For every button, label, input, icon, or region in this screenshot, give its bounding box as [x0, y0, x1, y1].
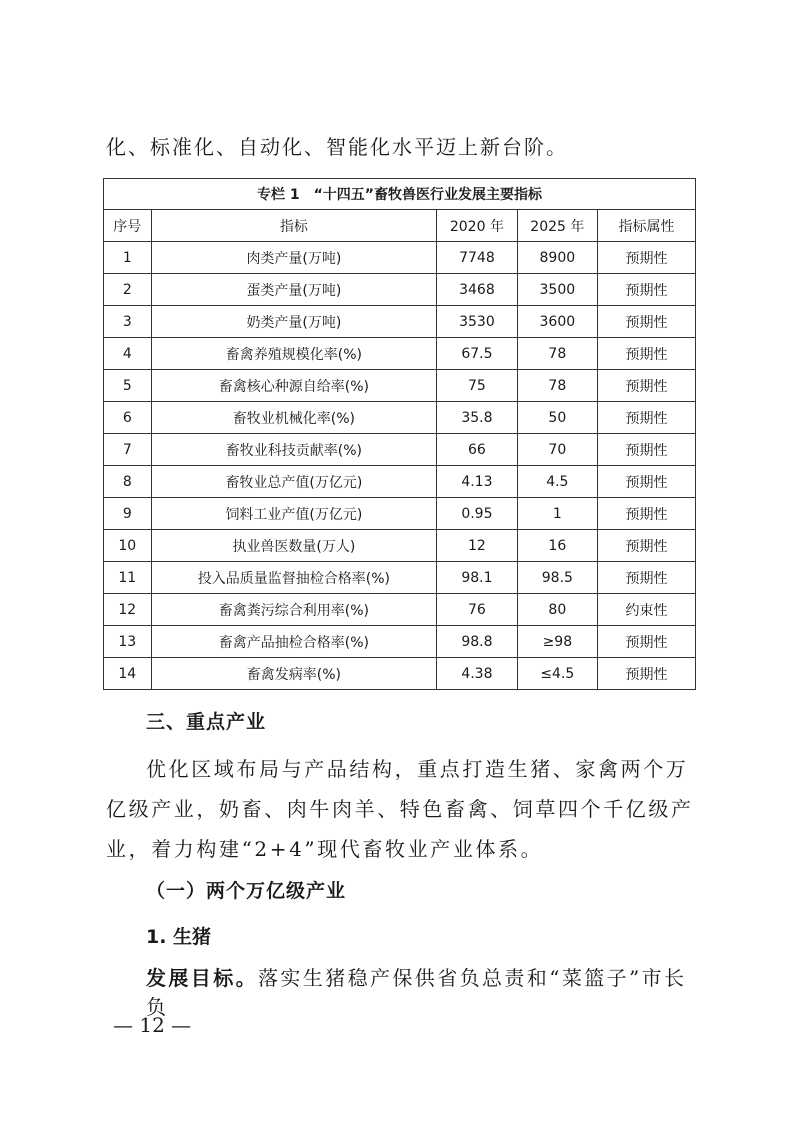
table-cell: 98.5 [517, 562, 597, 594]
table-cell: 1 [104, 242, 152, 274]
table-row [104, 562, 696, 594]
table-cell: 7 [104, 434, 152, 466]
table-cell: 70 [517, 434, 597, 466]
table-cell: 16 [517, 530, 597, 562]
table-cell: 80 [517, 594, 597, 626]
table-row [104, 402, 696, 434]
table-cell: 预期性 [598, 658, 696, 690]
table-cell: 4 [104, 338, 152, 370]
table-cell: 67.5 [437, 338, 517, 370]
table-row [104, 434, 696, 466]
table-row [104, 594, 696, 626]
column-header: 指标 [151, 210, 437, 242]
table-cell: 10 [104, 530, 152, 562]
table-row [104, 338, 696, 370]
table-cell: 11 [104, 562, 152, 594]
table-cell: 预期性 [598, 626, 696, 658]
table-cell: 3468 [437, 274, 517, 306]
table-cell: 3600 [517, 306, 597, 338]
table-cell: 8900 [517, 242, 597, 274]
table-row [104, 658, 696, 690]
table-cell: 畜禽养殖规模化率(%) [151, 338, 437, 370]
section-title: 三、重点产业 [146, 711, 267, 733]
table-cell: 98.1 [437, 562, 517, 594]
table-cell: 2 [104, 274, 152, 306]
table-cell: 执业兽医数量(万人) [151, 530, 437, 562]
table-cell: 75 [437, 370, 517, 402]
table-cell: 预期性 [598, 242, 696, 274]
table-cell: 9 [104, 498, 152, 530]
table-cell: 76 [437, 594, 517, 626]
table-cell: 35.8 [437, 402, 517, 434]
table-cell: 7748 [437, 242, 517, 274]
table-header-row [104, 210, 696, 242]
table-cell: 1 [517, 498, 597, 530]
table-cell: ≥98 [517, 626, 597, 658]
table-row [104, 466, 696, 498]
table-cell: 4.13 [437, 466, 517, 498]
subheading-pigs: 1. 生猪 [146, 926, 212, 948]
paragraph-lead: 发展目标。 [146, 966, 258, 990]
table-cell: 3500 [517, 274, 597, 306]
column-header: 指标属性 [598, 210, 696, 242]
table-cell: 预期性 [598, 306, 696, 338]
table-cell: 66 [437, 434, 517, 466]
table-cell: 畜牧业机械化率(%) [151, 402, 437, 434]
table-row [104, 498, 696, 530]
table-cell: 13 [104, 626, 152, 658]
table-row [104, 242, 696, 274]
table-cell: 约束性 [598, 594, 696, 626]
table-cell: 预期性 [598, 466, 696, 498]
table-cell: 畜禽粪污综合利用率(%) [151, 594, 437, 626]
table-cell: ≤4.5 [517, 658, 597, 690]
table-cell: 畜牧业总产值(万亿元) [151, 466, 437, 498]
table-cell: 4.5 [517, 466, 597, 498]
table-cell: 预期性 [598, 338, 696, 370]
table-cell: 预期性 [598, 370, 696, 402]
table-cell: 14 [104, 658, 152, 690]
table-cell: 12 [437, 530, 517, 562]
table-cell: 50 [517, 402, 597, 434]
table-body [104, 242, 696, 690]
column-header: 2025 年 [517, 210, 597, 242]
table-caption: 专栏 1 “十四五”畜牧兽医行业发展主要指标 [104, 179, 696, 210]
table-cell: 预期性 [598, 530, 696, 562]
table-row [104, 370, 696, 402]
table-cell: 0.95 [437, 498, 517, 530]
table-cell: 预期性 [598, 274, 696, 306]
table-cell: 饲料工业产值(万亿元) [151, 498, 437, 530]
paragraph-overview-text: 优化区域布局与产品结构，重点打造生猪、家禽两个万亿级产业，奶畜、肉牛肉羊、特色畜禽、饲草四个千亿级产业，着力构建“2+4”现代畜牧业产业体系。 [106, 757, 694, 861]
table-cell: 78 [517, 370, 597, 402]
table-cell: 4.38 [437, 658, 517, 690]
table-cell: 预期性 [598, 562, 696, 594]
table-cell: 12 [104, 594, 152, 626]
column-header: 2020 年 [437, 210, 517, 242]
column-header: 序号 [104, 210, 152, 242]
subheading-trillion-industries: （一）两个万亿级产业 [146, 880, 347, 902]
table-cell: 5 [104, 370, 152, 402]
table-cell: 3 [104, 306, 152, 338]
table-cell: 98.8 [437, 626, 517, 658]
table-cell: 8 [104, 466, 152, 498]
table-cell: 78 [517, 338, 597, 370]
table-cell: 奶类产量(万吨) [151, 306, 437, 338]
table-cell: 预期性 [598, 498, 696, 530]
paragraph-overview [106, 749, 696, 869]
paragraph-development-text: 落实生猪稳产保供省负总责和“菜篮子”市长负 [146, 966, 687, 1019]
table-cell: 预期性 [598, 402, 696, 434]
indicators-table [103, 178, 696, 690]
table-cell: 畜禽产品抽检合格率(%) [151, 626, 437, 658]
table-cell: 3530 [437, 306, 517, 338]
table-row [104, 530, 696, 562]
paragraph-development-goal [146, 962, 706, 1020]
table-cell: 畜禽核心种源自给率(%) [151, 370, 437, 402]
table-row [104, 274, 696, 306]
table-cell: 蛋类产量(万吨) [151, 274, 437, 306]
table-cell: 肉类产量(万吨) [151, 242, 437, 274]
table-cell: 畜牧业科技贡献率(%) [151, 434, 437, 466]
table-row [104, 306, 696, 338]
continued-text-line: 化、标准化、自动化、智能化水平迈上新台阶。 [106, 135, 568, 159]
table-cell: 畜禽发病率(%) [151, 658, 437, 690]
table-cell: 预期性 [598, 434, 696, 466]
page-number: — 12 — [113, 1013, 192, 1037]
table-row [104, 626, 696, 658]
table-cell: 6 [104, 402, 152, 434]
table-cell: 投入品质量监督抽检合格率(%) [151, 562, 437, 594]
